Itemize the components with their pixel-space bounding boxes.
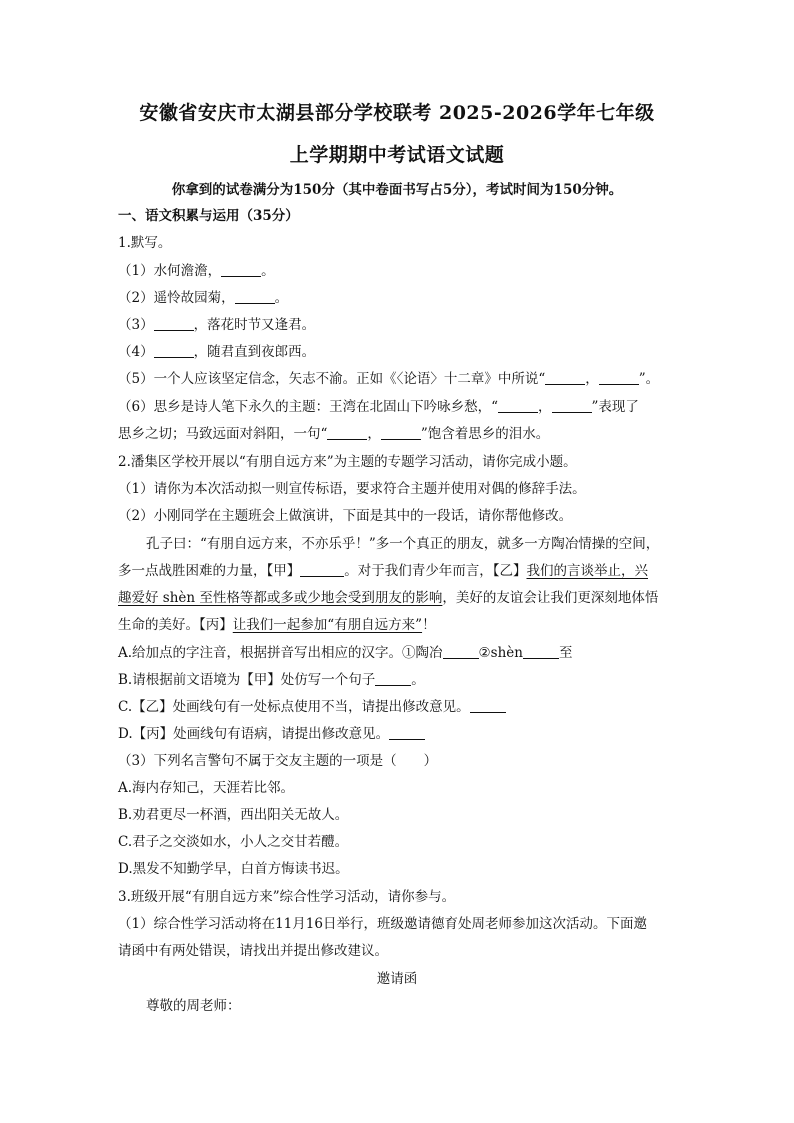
answer-blank: [375, 671, 411, 686]
answer-blank: [154, 316, 194, 331]
q2-option-b: B.劝君更尽一杯酒，西出阳关无故人。: [118, 807, 349, 823]
answer-blank: [599, 370, 639, 385]
answer-blank: [381, 425, 421, 440]
answer-blank: [221, 262, 261, 277]
answer-blank: [552, 398, 592, 413]
answer-blank: [470, 698, 506, 713]
answer-blank: [327, 425, 367, 440]
q3-sub1-line1: （1）综合性学习活动将在11月16日举行，班级邀请德育处周老师参加这次活动。下面邀: [118, 916, 647, 932]
q1-heading: 1.默写。: [118, 235, 172, 251]
q2-sub1: （1）请你为本次活动拟一则宣传标语，要求符合主题并使用对偶的修辞手法。: [118, 481, 586, 497]
q2-option-a: A.海内存知己，天涯若比邻。: [118, 780, 295, 796]
q3-sub1-line2: 请函中有两处错误，请找出并提出修改建议。: [118, 943, 388, 959]
q2-option-d: D.黑发不知勤学早，白首方悔读书迟。: [118, 861, 349, 877]
q2-sub2: （2）小刚同学在主题班会上做演讲，下面是其中的一段话，请你帮他修改。: [118, 508, 573, 524]
answer-blank: [498, 398, 538, 413]
answer-blank: [443, 644, 479, 659]
q2-option-c: C.君子之交淡如水，小人之交甘若醴。: [118, 834, 349, 850]
answer-blank: [300, 562, 344, 577]
invitation-greeting: 尊敬的周老师：: [146, 998, 241, 1014]
section-heading-1: 一、语文积累与运用（35分）: [118, 208, 299, 224]
invitation-title: 邀请函: [376, 971, 418, 987]
q2-passage-line4: 生命的美好。【丙】让我们一起参加“有朋自远方来”！: [118, 617, 436, 633]
answer-blank: [545, 370, 585, 385]
exam-title-line1: 安徽省安庆市太湖县部分学校联考 2025-2026学年七年级: [139, 102, 655, 124]
q2-passage-line2: 多一点战胜困难的力量，【甲】 。对于我们青少年而言，【乙】我们的言谈举止，兴: [118, 563, 648, 579]
q1-item-2: （2）遥怜故园菊， 。: [118, 290, 289, 306]
q2-sub3: （3）下列名言警句不属于交友主题的一项是（ ）: [118, 753, 438, 769]
q2-task-c: C.【乙】处画线句有一处标点使用不当，请提出修改意见。: [118, 697, 506, 717]
q1-item-6-line2: 思乡之切；马致远面对斜阳，一句“ ， ”饱含着思乡的泪水。: [118, 426, 550, 442]
q2-task-d: D.【丙】处画线句有语病，请提出修改意见。: [118, 724, 425, 744]
q1-item-3: （3） ，落花时节又逢君。: [118, 317, 316, 333]
exam-title-line2: 上学期期中考试语文试题: [289, 144, 505, 166]
answer-blank: [523, 644, 559, 659]
q2-passage-line3: 趣爱好 shèn 至性格等都或多或少地会受到朋友的影响，美好的友谊会让我们更深刻地体悟: [118, 590, 659, 606]
q1-item-5: （5）一个人应该坚定信念，矢志不渝。正如《〈论语〉十二章》中所说“ ， ”。: [118, 371, 660, 387]
q1-item-4: （4） ，随君直到夜郎西。: [118, 344, 316, 360]
q1-item-1: （1）水何澹澹， 。: [118, 263, 275, 279]
q2-heading: 2.潘集区学校开展以“有朋自远方来”为主题的专题学习活动，请你完成小题。: [118, 454, 577, 470]
q2-task-b: B.请根据前文语境为【甲】处仿写一个句子 。: [118, 672, 425, 688]
answer-blank: [235, 289, 275, 304]
exam-notice: 你拿到的试卷满分为150分（其中卷面书写占5分），考试时间为150分钟。: [171, 182, 623, 198]
q2-passage-line1: 孔子曰：“有朋自远方来，不亦乐乎！”多一个真正的朋友，就多一方陶冶情操的空间，: [146, 536, 660, 552]
answer-blank: [154, 343, 194, 358]
q3-heading: 3.班级开展“有朋自远方来”综合性学习活动，请你参与。: [118, 889, 456, 905]
q2-task-a: A.给加点的字注音，根据拼音写出相应的汉字。①陶冶 ②shèn 至: [118, 645, 573, 661]
q1-item-6-line1: （6）思乡是诗人笔下永久的主题：王湾在北固山下吟咏乡愁，“ ， ”表现了: [118, 399, 639, 415]
answer-blank: [389, 725, 425, 740]
